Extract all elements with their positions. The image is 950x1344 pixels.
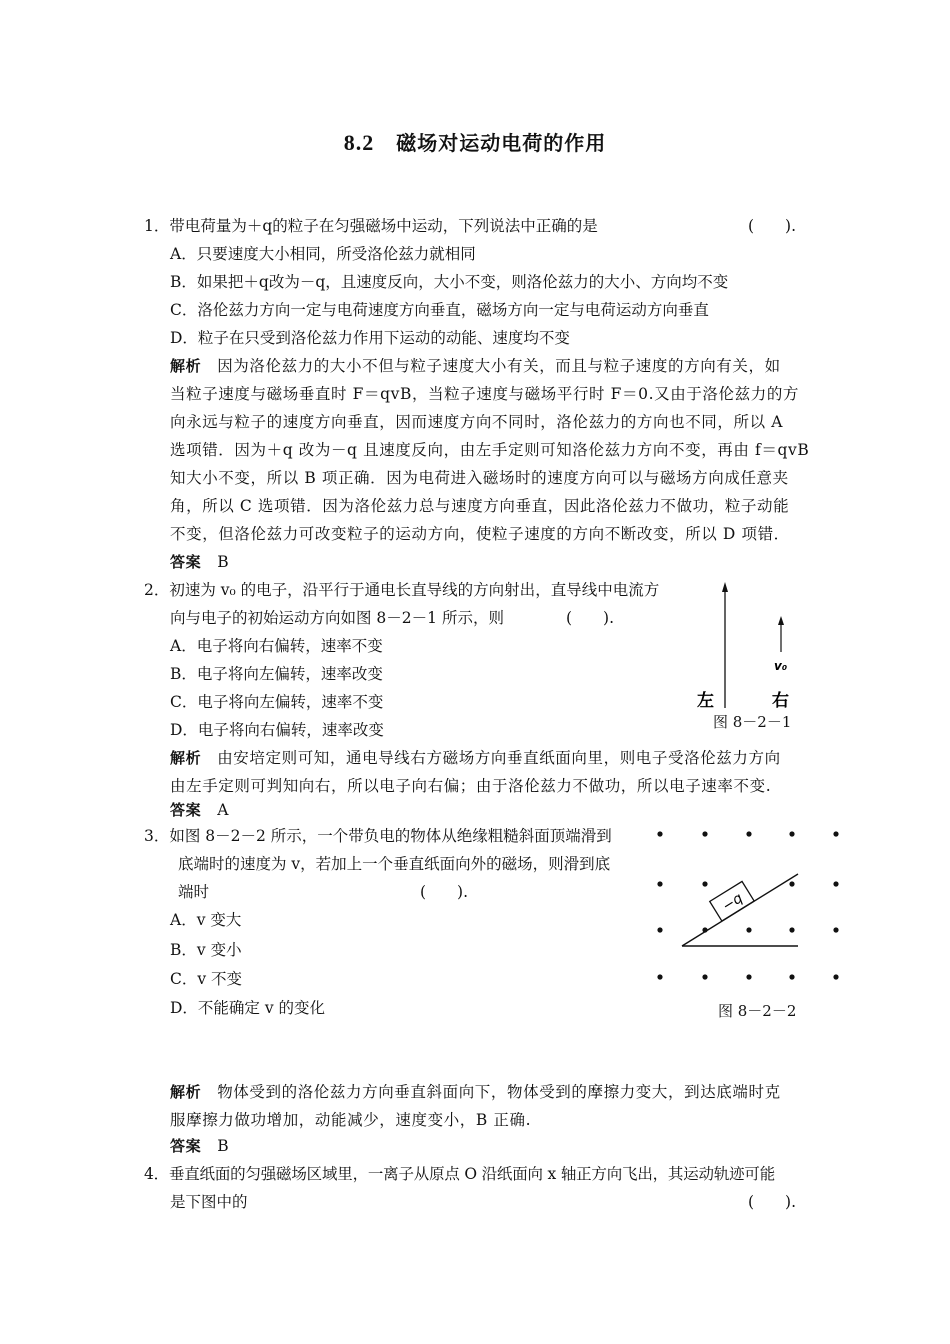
q3-answer	[170, 1136, 229, 1156]
figure-8-2-1	[690, 580, 820, 710]
q2-option-a: A．电子将向右偏转，速率不变	[170, 637, 383, 655]
q4-paren: ( ).	[748, 1193, 797, 1211]
q1-analysis-line: 当粒子速度与磁场垂直时 F＝qvB，当粒子速度与磁场平行时 F＝0.又由于洛伦兹力的方	[170, 385, 800, 403]
figure-8-2-2-caption: 图 8－2－2	[718, 1002, 797, 1020]
charge-label: −q	[719, 890, 746, 915]
q1-analysis-line: 解析 因为洛伦兹力的大小不但与粒子速度大小有关，而且与粒子速度的方向有关，如	[170, 357, 781, 375]
q1-option-a: A．只要速度大小相同，所受洛伦兹力就相同	[170, 245, 476, 263]
figure-8-2-2	[650, 820, 850, 990]
q1-analysis-label: 解析	[170, 357, 202, 375]
q2-stem-line: 向与电子的初始运动方向如图 8－2－1 所示，则	[170, 609, 504, 627]
q3-analysis-line: 解析 物体受到的洛伦兹力方向垂直斜面向下，物体受到的摩擦力变大，到达底端时克	[170, 1083, 781, 1101]
q2-analysis-line: 解析 由安培定则可知，通电导线右方磁场方向垂直纸面向里，则电子受洛伦兹力方向	[170, 749, 781, 767]
q1-paren: ( ).	[748, 217, 797, 235]
q3-stem-line: 3．如图 8－2－2 所示，一个带负电的物体从绝缘粗糙斜面顶端滑到	[144, 827, 612, 845]
q1-answer-value: B	[217, 553, 230, 571]
q1-answer	[170, 552, 229, 572]
q1-analysis-line: 知大小不变，所以 B 项正确．因为电荷进入磁场时的速度方向可以与磁场方向成任意夹	[170, 469, 789, 487]
q3-answer-label: 答案	[170, 1137, 202, 1155]
q3-paren: ( ).	[420, 883, 469, 901]
q3-option-a: A．v 变大	[170, 911, 242, 929]
q3-analysis-line: 服摩擦力做功增加，动能减少，速度变小，B 正确.	[170, 1111, 532, 1129]
q3-option-d: D．不能确定 v 的变化	[170, 999, 326, 1017]
q2-option-c: C．电子将向左偏转，速率不变	[170, 693, 384, 711]
q2-paren: ( ).	[566, 609, 615, 627]
q4-stem-line: 是下图中的	[170, 1193, 248, 1211]
q1-answer-label: 答案	[170, 553, 202, 571]
q1-stem: 1．带电荷量为＋q的粒子在匀强磁场中运动，下列说法中正确的是	[144, 217, 598, 235]
q1-option-c: C．洛伦兹力方向一定与电荷速度方向垂直，磁场方向一定与电荷运动方向垂直	[170, 301, 709, 319]
q3-stem-line: 底端时的速度为 v，若加上一个垂直纸面向外的磁场，则滑到底	[178, 855, 611, 873]
q1-analysis-line: 角，所以 C 选项错．因为洛伦兹力总与速度方向垂直，因此洛伦兹力不做功，粒子动能	[170, 497, 790, 515]
q1-option-d: D．粒子在只受到洛伦兹力作用下运动的动能、速度均不变	[170, 329, 570, 347]
q3-analysis-label: 解析	[170, 1083, 202, 1101]
velocity-arrow-icon	[778, 616, 784, 625]
q4-stem-line: 4．垂直纸面的匀强磁场区域里，一离子从原点 O 沿纸面向 x 轴正方向飞出，其运动轨迹可能	[144, 1165, 776, 1183]
q2-analysis-line: 由左手定则可判知向右，所以电子向右偏；由于洛伦兹力不做功，所以电子速率不变.	[170, 777, 772, 795]
section-number: 8.2	[343, 130, 375, 155]
q3-stem-line: 端时	[178, 883, 210, 901]
q3-option-c: C．v 不变	[170, 970, 243, 988]
v0-label: v₀	[774, 659, 788, 673]
q1-analysis-line: 选项错．因为＋q 改为－q 且速度反向，由左手定则可知洛伦兹力方向不变，再由 f＝qvB	[170, 441, 810, 459]
q2-option-b: B．电子将向左偏转，速率改变	[170, 665, 383, 683]
q2-analysis-label: 解析	[170, 749, 202, 767]
right-label: 右	[772, 691, 789, 710]
page-title	[0, 127, 950, 156]
q1-analysis-line: 向永远与粒子的速度方向垂直，因而速度方向不同时，洛伦兹力的方向也不同，所以 A	[170, 413, 784, 431]
q2-answer-label: 答案	[170, 801, 202, 819]
charged-block	[710, 881, 754, 921]
q2-answer-value: A	[217, 801, 229, 819]
section-title: 磁场对运动电荷的作用	[396, 131, 607, 155]
q2-answer	[170, 800, 229, 820]
current-arrow-icon	[722, 582, 728, 592]
q3-option-b: B．v 变小	[170, 941, 242, 959]
q3-answer-value: B	[217, 1137, 230, 1155]
left-label: 左	[697, 691, 714, 710]
q2-stem-line: 2．初速为 v₀ 的电子，沿平行于通电长直导线的方向射出，直导线中电流方	[144, 581, 660, 599]
q1-analysis-line: 不变，但洛伦兹力可改变粒子的运动方向，使粒子速度的方向不断改变，所以 D 项错．	[170, 525, 790, 543]
figure-8-2-1-caption: 图 8－2－1	[713, 713, 792, 731]
q2-option-d: D．电子将向右偏转，速率改变	[170, 721, 384, 739]
q1-option-b: B．如果把＋q改为－q，且速度反向，大小不变，则洛伦兹力的大小、方向均不变	[170, 273, 729, 291]
